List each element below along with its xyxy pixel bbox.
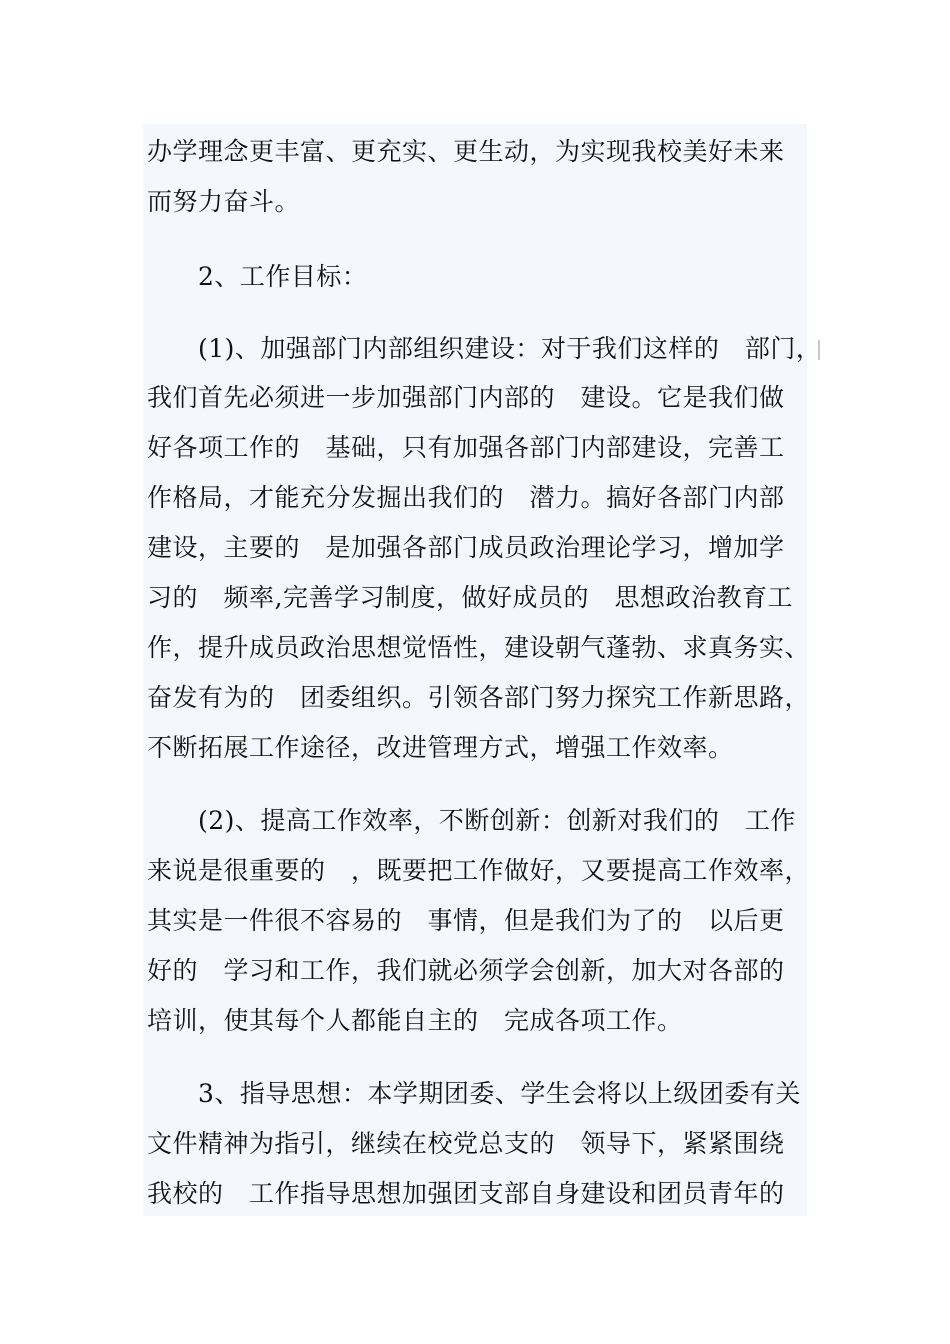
section-heading: 2、工作目标： (147, 262, 368, 291)
text-line: 3、指导思想：本学期团委、学生会将以上级团委有关 (147, 1079, 801, 1108)
text-line: 不断拓展工作途径，改进管理方式，增强工作效率。 (147, 733, 734, 762)
text-line: 好各项工作的 基础，只有加强各部门内部建设，完善工 (147, 433, 785, 462)
text-line: 奋发有为的 团委组织。引领各部门努力探究工作新思路， (147, 683, 811, 712)
text-line: (1)、加强部门内部组织建设：对于我们这样的 部门， (147, 334, 822, 363)
text-line: 我们首先必须进一步加强部门内部的 建设。它是我们做 (147, 383, 785, 412)
text-line: 我校的 工作指导思想加强团支部自身建设和团员青年的 (147, 1179, 785, 1208)
text-line: 其实是一件很不容易的 事情，但是我们为了的 以后更 (147, 906, 785, 935)
text-line: 建设，主要的 是加强各部门成员政治理论学习，增加学 (147, 533, 785, 562)
text-line: 来说是很重要的 ，既要把工作做好，又要提高工作效率， (147, 856, 811, 885)
text-line: 作，提升成员政治思想觉悟性，建设朝气蓬勃、求真务实、 (147, 633, 811, 662)
text-line: 培训，使其每个人都能自主的 完成各项工作。 (147, 1006, 683, 1035)
text-line: 习的 频率,完善学习制度，做好成员的 思想政治教育工 (147, 583, 793, 612)
text-line: 作格局，才能充分发掘出我们的 潜力。搞好各部门内部 (147, 483, 785, 512)
text-line: 办学理念更丰富、更充实、更生动，为实现我校美好未来 (147, 137, 785, 166)
text-line: 好的 学习和工作，我们就必须学会创新，加大对各部的 (147, 956, 785, 985)
text-line: 文件精神为指引，继续在校党总支的 领导下，紧紧围绕 (147, 1129, 785, 1158)
text-line: 而努力奋斗。 (147, 187, 301, 216)
text-line: (2)、提高工作效率，不断创新：创新对我们的 工作 (147, 806, 796, 835)
